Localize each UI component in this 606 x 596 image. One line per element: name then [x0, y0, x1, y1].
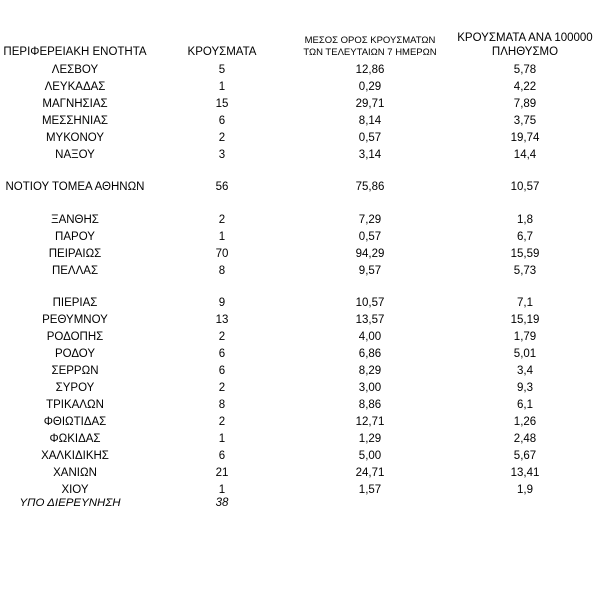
table-row [0, 329, 606, 346]
header-per100k [446, 31, 604, 60]
table-row [0, 147, 606, 164]
cases-cell: 1 [218, 433, 226, 445]
cases-cell: 13 [215, 314, 229, 326]
table-row [0, 246, 606, 263]
avg7-cell: 0,29 [358, 81, 382, 93]
per100k-cell: 6,7 [517, 231, 533, 243]
avg7-cell: 13,57 [355, 314, 385, 326]
footer-region: ΥΠΟ ΔΙΕΡΕΥΝΗΣΗ [19, 497, 121, 509]
avg7-cell: 0,57 [358, 132, 382, 144]
avg7-cell: 1,29 [358, 433, 382, 445]
region-cell: ΠΙΕΡΙΑΣ [52, 297, 98, 309]
table-row [0, 312, 606, 329]
region-cell: ΣΥΡΟΥ [55, 382, 95, 394]
per100k-cell: 19,74 [510, 132, 540, 144]
per100k-cell: 14,4 [513, 149, 537, 161]
cases-cell: 6 [218, 348, 226, 360]
header-region: ΠΕΡΙΦΕΡΕΙΑΚΗ ΕΝΟΤΗΤΑ [3, 46, 147, 58]
region-cell: ΡΟΔΟΠΗΣ [46, 331, 104, 343]
avg7-cell: 75,86 [355, 181, 385, 193]
table-row [0, 212, 606, 229]
region-cell: ΠΕΙΡΑΙΩΣ [48, 248, 102, 260]
region-cell: ΡΕΘΥΜΝΟΥ [42, 314, 108, 326]
cases-cell: 9 [218, 297, 226, 309]
region-cell: ΤΡΙΚΑΛΩΝ [46, 399, 104, 411]
table-row [0, 397, 606, 414]
cases-cell: 2 [218, 132, 226, 144]
per100k-cell: 4,22 [513, 81, 537, 93]
per100k-cell: 15,59 [510, 248, 540, 260]
cases-cell: 6 [218, 365, 226, 377]
cases-cell: 6 [218, 115, 226, 127]
avg7-cell: 9,57 [358, 265, 382, 277]
table-row [0, 62, 606, 79]
avg7-cell: 1,57 [358, 484, 382, 496]
region-cell: ΡΟΔΟΥ [54, 348, 96, 360]
per100k-cell: 7,1 [517, 297, 533, 309]
table-row [0, 229, 606, 246]
per100k-cell: 3,4 [517, 365, 533, 377]
header-per100k-line1: ΚΡΟΥΣΜΑΤΑ ΑΝΑ 100000 [457, 32, 593, 44]
header-per100k-line2: ΠΛΗΘΥΣΜΟ [491, 46, 559, 59]
avg7-cell: 5,00 [358, 450, 382, 462]
cases-cell: 2 [218, 331, 226, 343]
region-cell: ΠΕΛΛΑΣ [51, 265, 99, 277]
per100k-cell: 1,9 [517, 484, 533, 496]
region-cell: ΝΑΞΟΥ [55, 149, 95, 161]
header-avg7 [296, 35, 444, 59]
header-avg7-line1: ΜΕΣΟΣ ΟΡΟΣ ΚΡΟΥΣΜΑΤΩΝ [304, 35, 436, 46]
region-cell: ΧΑΛΚΙΔΙΚΗΣ [41, 450, 109, 462]
region-cell: ΧΙΟΥ [61, 484, 89, 496]
cases-cell: 5 [218, 64, 226, 76]
region-cell: ΝΟΤΙΟΥ ΤΟΜΕΑ ΑΘΗΝΩΝ [5, 181, 145, 193]
cases-cell: 1 [218, 81, 226, 93]
cases-cell: 6 [218, 450, 226, 462]
avg7-cell: 24,71 [355, 467, 385, 479]
cases-cell: 8 [218, 265, 226, 277]
avg7-cell: 8,29 [358, 365, 382, 377]
cases-cell: 56 [215, 181, 229, 193]
avg7-cell: 7,29 [358, 214, 382, 226]
cases-cell: 2 [218, 382, 226, 394]
per100k-cell: 2,48 [513, 433, 537, 445]
per100k-cell: 9,3 [517, 382, 533, 394]
region-cell: ΛΕΣΒΟΥ [51, 64, 99, 76]
per100k-cell: 5,01 [513, 348, 537, 360]
region-cell: ΜΕΣΣΗΝΙΑΣ [41, 115, 109, 127]
table-row [0, 465, 606, 482]
cases-cell: 8 [218, 399, 226, 411]
avg7-cell: 8,86 [358, 399, 382, 411]
per100k-cell: 1,26 [513, 416, 537, 428]
avg7-cell: 6,86 [358, 348, 382, 360]
cases-cell: 1 [218, 484, 226, 496]
region-cell: ΞΑΝΘΗΣ [51, 214, 99, 226]
table-row [0, 263, 606, 280]
table-row [0, 130, 606, 147]
per100k-cell: 7,89 [513, 98, 537, 110]
avg7-cell: 29,71 [355, 98, 385, 110]
per100k-cell: 1,79 [513, 331, 537, 343]
per100k-cell: 5,67 [513, 450, 537, 462]
cases-cell: 70 [215, 248, 229, 260]
cases-cell: 21 [215, 467, 229, 479]
cases-cell: 2 [218, 214, 226, 226]
cases-cell: 15 [215, 98, 229, 110]
per100k-cell: 1,8 [517, 214, 533, 226]
table-row [0, 96, 606, 113]
avg7-cell: 8,14 [358, 115, 382, 127]
table-row [0, 113, 606, 130]
table-row [0, 346, 606, 363]
per100k-cell: 13,41 [510, 467, 540, 479]
avg7-cell: 3,14 [358, 149, 382, 161]
header-avg7-line2: ΤΩΝ ΤΕΛΕΥΤΑΙΩΝ 7 ΗΜΕΡΩΝ [303, 46, 437, 58]
cases-cell: 3 [218, 149, 226, 161]
table-row [0, 380, 606, 397]
avg7-cell: 10,57 [355, 297, 385, 309]
table-row [0, 179, 606, 196]
avg7-cell: 12,71 [355, 416, 385, 428]
avg7-cell: 4,00 [358, 331, 382, 343]
table-row [0, 431, 606, 448]
per100k-cell: 15,19 [510, 314, 540, 326]
region-cell: ΣΕΡΡΩΝ [51, 365, 99, 377]
per100k-cell: 5,78 [513, 64, 537, 76]
region-cell: ΦΩΚΙΔΑΣ [49, 433, 101, 445]
footer-row [0, 495, 606, 512]
per100k-cell: 6,1 [517, 399, 533, 411]
region-cell: ΦΘΙΩΤΙΔΑΣ [43, 416, 107, 428]
table-row [0, 363, 606, 380]
table-row [0, 79, 606, 96]
avg7-cell: 94,29 [355, 248, 385, 260]
region-cell: ΜΑΓΝΗΣΙΑΣ [42, 98, 108, 110]
region-cell: ΜΥΚΟΝΟΥ [45, 132, 105, 144]
table-row [0, 295, 606, 312]
avg7-cell: 3,00 [358, 382, 382, 394]
region-cell: ΧΑΝΙΩΝ [53, 467, 97, 479]
per100k-cell: 3,75 [513, 115, 537, 127]
table-row [0, 448, 606, 465]
footer-cases: 38 [215, 497, 229, 509]
avg7-cell: 12,86 [355, 64, 385, 76]
avg7-cell: 0,57 [358, 231, 382, 243]
cases-cell: 2 [218, 416, 226, 428]
table-row [0, 414, 606, 431]
cases-cell: 1 [218, 231, 226, 243]
region-cell: ΠΑΡΟΥ [55, 231, 95, 243]
header-cases: ΚΡΟΥΣΜΑΤΑ [187, 46, 257, 58]
per100k-cell: 5,73 [513, 265, 537, 277]
per100k-cell: 10,57 [510, 181, 540, 193]
region-cell: ΛΕΥΚΑΔΑΣ [44, 81, 106, 93]
